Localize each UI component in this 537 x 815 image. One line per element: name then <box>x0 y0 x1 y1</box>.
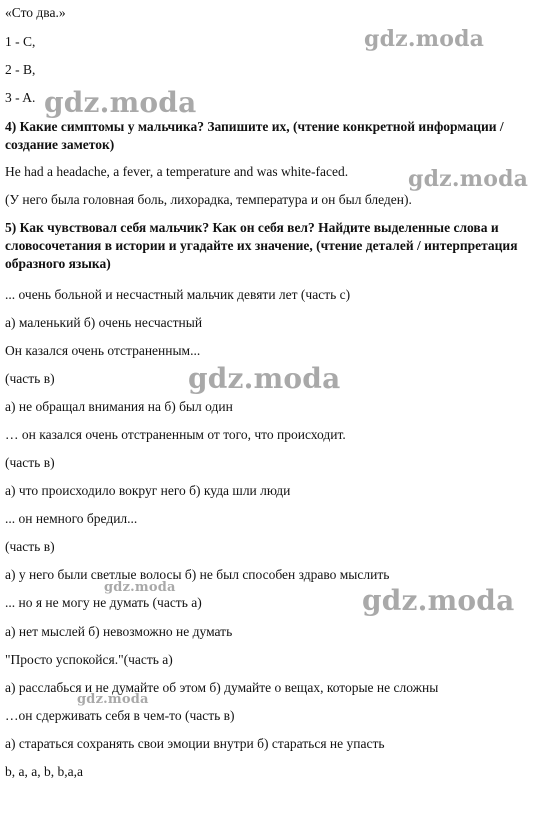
text-line: … он казался очень отстраненным от того, что происходит. <box>5 427 346 442</box>
watermark-logo: gdz.moda <box>104 580 176 595</box>
watermark-logo: gdz.moda <box>44 86 197 119</box>
text-line: …он сдерживать себя в чем-то (часть в) <box>5 708 235 723</box>
answer-options: а) не обращал внимания на б) был один <box>5 399 233 414</box>
part-label: (часть в) <box>5 455 55 470</box>
text-line: ... но я не могу не думать (часть а) <box>5 595 202 610</box>
answer-options: а) нет мыслей б) невозможно не думать <box>5 624 233 639</box>
text-line: ... он немного бредил... <box>5 511 138 526</box>
answer-options: а) у него были светлые волосы б) не был способен здраво мыслить <box>5 567 390 582</box>
question-5-heading: 5) Как чувствовал себя мальчик? Как он себя вел? Найдите выделенные слова и словосочетания в истории и угадайте их значение, (чтение деталей / интерпретация образного языка) <box>5 220 518 271</box>
part-label: (часть в) <box>5 371 55 386</box>
question-4-heading: 4) Какие симптомы у мальчика? Запишите их, (чтение конкретной информации / создание заметок) <box>5 119 504 152</box>
answer-options: а) стараться сохранять свои эмоции внутри б) стараться не упасть <box>5 736 385 751</box>
watermark-logo: gdz.moda <box>408 166 529 192</box>
final-answer-line: b, a, a, b, b,a,a <box>5 764 83 779</box>
watermark-logo: gdz.moda <box>364 26 485 52</box>
text-line: "Просто успокойся."(часть а) <box>5 652 173 667</box>
watermark-logo: gdz.moda <box>362 584 515 617</box>
answer-line: 3 - A. <box>5 90 36 105</box>
answer-options: а) расслабься и не думайте об этом б) думайте о вещах, которые не сложны <box>5 680 439 695</box>
answer-line: 2 - B, <box>5 62 36 77</box>
answer-options: а) маленький б) очень несчастный <box>5 315 203 330</box>
text-line: Он казался очень отстраненным... <box>5 343 201 358</box>
answer-options: а) что происходило вокруг него б) куда шли люди <box>5 483 291 498</box>
watermark-logo: gdz.moda <box>188 362 341 395</box>
text-line: He had a headache, a fever, a temperature and was white-faced. <box>5 164 349 179</box>
watermark-logo: gdz.moda <box>77 692 149 707</box>
text-line: «Сто два.» <box>5 5 66 20</box>
text-line: ... очень больной и несчастный мальчик девяти лет (часть с) <box>5 287 351 302</box>
translation-line: (У него была головная боль, лихорадка, температура и он был бледен). <box>5 192 412 207</box>
answer-line: 1 - C, <box>5 34 36 49</box>
part-label: (часть в) <box>5 539 55 554</box>
